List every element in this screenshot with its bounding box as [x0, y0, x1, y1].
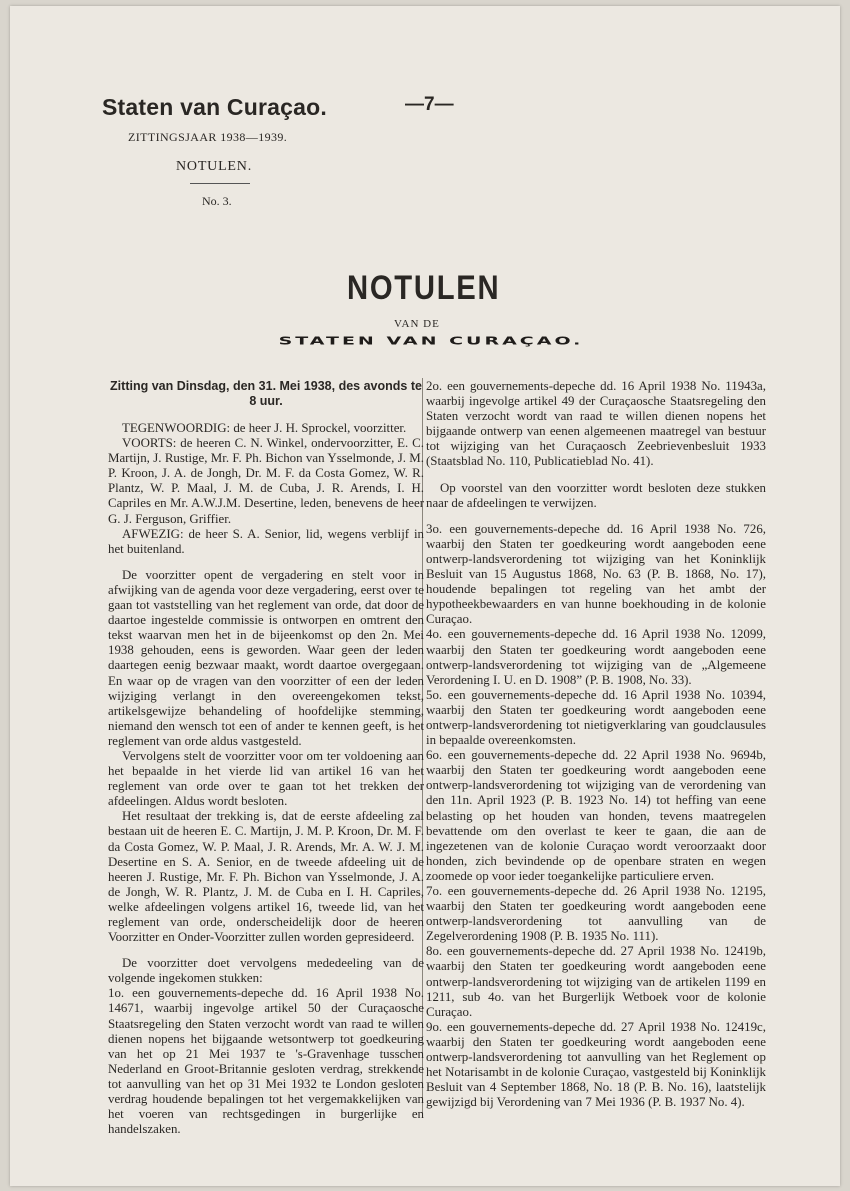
right-column: [426, 379, 766, 1110]
header-rule: [190, 183, 250, 184]
document-page: [10, 6, 840, 1186]
masthead-van-de: VAN DE: [394, 318, 440, 330]
header-title: Staten van Curaçao.: [102, 94, 327, 120]
list-item-8: 8o. een gouvernements-depeche dd. 27 April 1938 No. 12419b, waarbij den Staten ter goedkeuring wordt aangeboden eene ontwerp-landsverordening tot wijziging van de artikelen 1199 en 1211, sub 4o. van het Burgerlijk Wetboek voor de kolonie Curaçao.: [426, 944, 766, 1019]
list-item-1: 1o. een gouvernements-depeche dd. 16 April 1938 No. 14671, waarbij ingevolge artikel 50 der Curaçaosche Staatsregeling den Staten verzocht wordt van raad te willen dienen nopens het bijgaande wetsontwerp tot goedkeuring van het op 21 Mei 1937 te 's-Gravenhage tusschen Nederland en Groot-Britannie gesloten verdrag, strekkende tot aanvulling van het op 31 Mei 1932 te London gesloten verdrag houdende bepalingen tot het vergemakkelijken van het voeren van rechtsgedingen in burgerlijke en handelszaken.: [108, 986, 424, 1137]
session-heading: Zitting van Dinsdag, den 31. Mei 1938, des avonds te 8 uur.: [110, 379, 422, 408]
list-item-7: 7o. een gouvernements-depeche dd. 26 April 1938 No. 12195, waarbij den Staten ter goedkeuring wordt aangeboden eene ontwerp-landsverordening tot aanvulling van de Zegelverordening 1908 (P. B. 1935 No. 111).: [426, 884, 766, 944]
decision-paragraph: Op voorstel van den voorzitter wordt besloten deze stukken naar de afdeelingen te verwijzen.: [426, 480, 766, 510]
also-present-members: VOORTS: de heeren C. N. Winkel, ondervoorzitter, E. C. Martijn, J. Rustige, Mr. F. Ph. Bichon van Ysselmonde, J. M. P. Kroon, J. A. de Jongh, Dr. M. F. da Costa Gomez, W. R. Plantz, W. P. Maal, J. M. de Cuba, J. R. Arends, I. H. Capriles en Mr. A.W.J.M. Desertine, leden, benevens de heer G. J. Ferguson, Griffier.: [108, 436, 424, 526]
list-item-2: 2o. een gouvernements-depeche dd. 16 April 1938 No. 11943a, waarbij ingevolge artikel 49 der Curaçaosche Staatsregeling den Staten verzocht wordt van raad te willen dienen nopens het bijgaande ontwerp van eenen algemeenen maatregel van bestuur tot wijziging van het Curaçaosch Zeebrievenbesluit 1933 (Staatsblad No. 110, Publicatieblad No. 41).: [426, 379, 766, 469]
list-item-9: 9o. een gouvernements-depeche dd. 27 April 1938 No. 12419c, waarbij den Staten ter goedkeuring wordt aangeboden eene ontwerp-landsverordening tot aanvulling van het Reglement op het Notarisambt in de kolonie Curaçao, vastgesteld bij Koninklijk Besluit van 4 September 1868, No. 18 (P. B. No. 16), laatstelijk gewijzigd bij Verordening van 7 Mei 1936 (P. B. 1937 No. 4).: [426, 1019, 766, 1110]
paragraph-trekking: Het resultaat der trekking is, dat de eerste afdeeling zal bestaan uit de heeren E. C. Martijn, J. M. P. Kroon, Dr. M. F. da Costa Gomez, W. P. Maal, J. R. Arends, Mr. A. W. J. M. Desertine en S. A. Senior, en de tweede afdeeling uit de heeren J. Rustige, Mr. F. Ph. Bichon van Ysselmonde, J. A. de Jongh, W. R. Plantz, J. M. de Cuba en I. H. Capriles, welke afdeelingen volgens artikel 16, tweede lid, van het reglement van orde, onderscheidelijk door de heeren Voorzitter en Onder-Voorzitter zullen worden gepresideerd.: [108, 809, 424, 945]
absent-members: AFWEZIG: de heer S. A. Senior, lid, wegens verblijf in het buitenland.: [108, 526, 424, 556]
paragraph-afdeelingen: Vervolgens stelt de voorzitter voor om ter voldoening aan het bepaalde in het vierde lid van artikel 16 van het reglement van orde over te gaan tot het trekken der afdeelingen. Aldus wordt besloten.: [108, 748, 424, 809]
masthead-staten: STATEN VAN CURAÇAO.: [278, 335, 584, 348]
list-item-6: 6o. een gouvernements-depeche dd. 22 April 1938 No. 9694b, waarbij den Staten ter goedkeuring wordt aangeboden eene ontwerp-landsverordening tot wijziging van de verordening van den 11n. April 1923 (P. B. 1923 No. 14) tot heffing van eene belasting op het houden van honden, tevens maatregelen bevattende om den overlast te keer te gaan, die aan de ingezetenen van de kolonie Curaçao wordt veroorzaakt door honden, zich bevindende op de openbare straten en wegen zoomede op voor ieder toegankelijke particuliere erven.: [426, 748, 766, 883]
list-item-3: 3o. een gouvernements-depeche dd. 16 April 1938 No. 726, waarbij den Staten ter goedkeuring wordt aangeboden eene ontwerp-landsverordening tot wijziging van het Koninklijk Besluit van 15 Augustus 1868, No. 63 (P. B. 1868, No. 17), houdende bepalingen tot regeling van het ambt der hypotheekbewaarders en van hunne boekhouding in de kolonie Curaçao.: [426, 521, 766, 627]
paragraph-opening: De voorzitter opent de vergadering en stelt voor in afwijking van de agenda voor deze vergadering, eerst over te gaan tot vaststelling van het reglement van orde, dat door de daartoe ingestelde commissie is ontworpen en omtrent den tekst waarvan men het in de bijeenkomst op den 2n. Mei 1938 gehouden, eens is geworden. Waar geen der leden daartegen eenig bezwaar maakt, wordt daartoe overgegaan. En waar op de vragen van den voorzitter of een der leden wijziging verlangt in den overeengekomen tekst, artikelsgewijze behandeling of hoofdelijke stemming, niemand den wensch tot een of ander te kennen geeft, is het reglement van orde aldus vastgesteld.: [108, 567, 424, 748]
present-members: TEGENWOORDIG: de heer J. H. Sprockel, voorzitter.: [122, 421, 407, 435]
list-item-5: 5o. een gouvernements-depeche dd. 16 April 1938 No. 10394, waarbij den Staten ter goedkeuring wordt aangeboden eene ontwerp-landsverordening tot nietigverklaring van goudclausules in bepaalde overeenkomsten.: [426, 687, 766, 748]
section-label: NOTULEN.: [176, 159, 252, 174]
paragraph-mededeeling: De voorzitter doet vervolgens mededeeling van de volgende ingekomen stukken:: [108, 956, 424, 986]
left-column: [108, 379, 424, 1137]
masthead-title: NOTULEN: [347, 269, 501, 307]
issue-number: No. 3.: [202, 194, 232, 208]
session-year: ZITTINGSJAAR 1938—1939.: [128, 130, 288, 144]
page-number: —7—: [405, 94, 454, 115]
list-item-4: 4o. een gouvernements-depeche dd. 16 April 1938 No. 12099, waarbij den Staten ter goedkeuring wordt aangeboden eene ontwerp-landsverordening tot wijziging van de „Algemeene Verordening I. U. en D. 1908” (P. B. 1908, No. 33).: [426, 627, 766, 687]
